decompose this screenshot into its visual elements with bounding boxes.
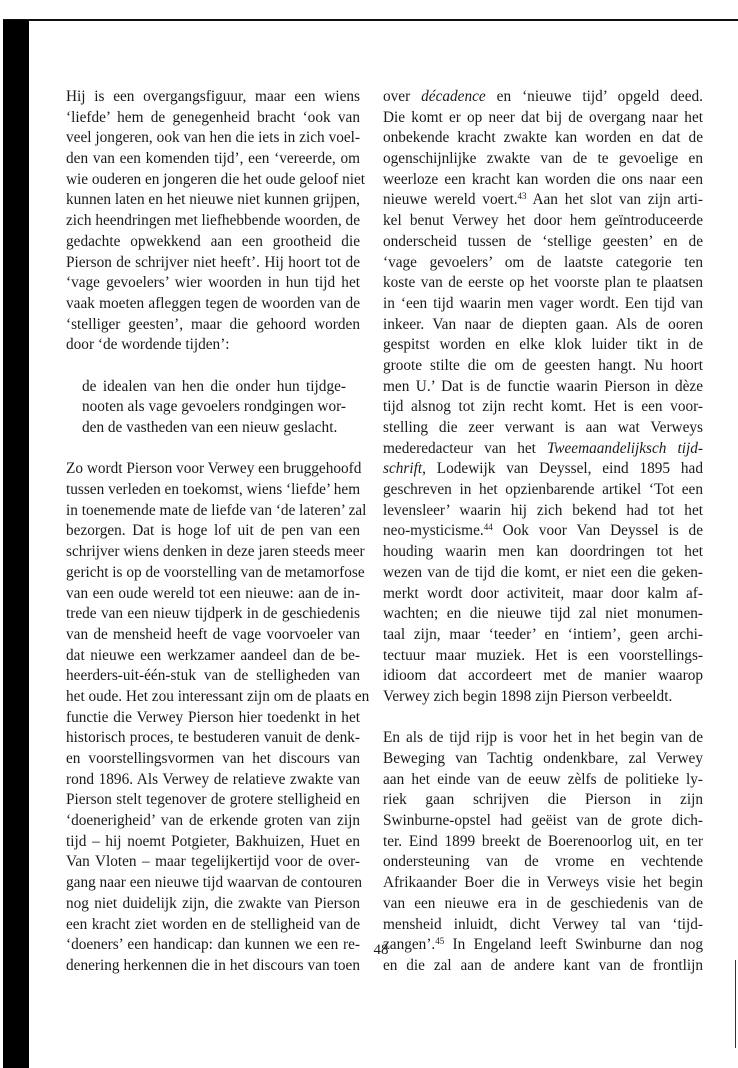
text-run: gespitst worden en elke klok luider tikt in de bbox=[383, 336, 703, 354]
text-line bbox=[66, 521, 360, 542]
text-run: ogenschijnlijke zwakte van de te gevoelige en bbox=[383, 150, 703, 168]
text-line bbox=[383, 563, 703, 584]
text-run: de idealen van hen die onder hun tijdge- bbox=[82, 377, 346, 395]
text-line bbox=[383, 832, 703, 853]
text-line bbox=[66, 708, 360, 729]
text-line bbox=[383, 335, 703, 356]
text-run: gedachte opwekkend aan een grootheid die bbox=[66, 232, 360, 250]
text-run: en voorstellingsvormen van het discours van bbox=[66, 750, 360, 767]
text-line bbox=[383, 915, 703, 936]
text-run: weerloze een kracht kan worden die ons naar een bbox=[383, 170, 703, 188]
text-line bbox=[66, 232, 360, 253]
text-run: Ook voor Van Deyssel is de bbox=[492, 522, 703, 540]
right-text-column bbox=[383, 87, 703, 997]
text-run: , Lodewijk van Deyssel, eind 1895 had bbox=[422, 460, 703, 478]
text-line bbox=[66, 253, 360, 274]
text-run: nooten als vage gevoelers rondgingen wor- bbox=[82, 398, 346, 416]
text-line bbox=[383, 418, 703, 439]
scan-left-edge-shadow bbox=[3, 20, 29, 1068]
text-line bbox=[383, 687, 703, 708]
text-line bbox=[66, 728, 360, 749]
text-line bbox=[383, 584, 703, 605]
paragraph bbox=[383, 87, 703, 708]
text-run: vaak moeten afleggen tegen de woorden van de bbox=[66, 294, 360, 312]
text-run: ‘doeners’ een handicap: dan kunnen we een re- bbox=[66, 936, 360, 954]
text-line bbox=[383, 604, 703, 625]
text-line bbox=[383, 811, 703, 832]
text-line bbox=[383, 128, 703, 149]
text-run: stelling die zeer verwant is aan wat Verweys bbox=[383, 419, 703, 436]
text-run: kunnen laten en het nieuwe niet kunnen grijpen, bbox=[66, 191, 360, 209]
text-line bbox=[66, 563, 365, 584]
text-line bbox=[66, 915, 360, 936]
text-run: ‘doenerigheid’ van de erkende groten van zijn bbox=[66, 812, 360, 830]
text-run: koste van de eerste op het voorste plan te plaatsen bbox=[383, 274, 703, 292]
text-line bbox=[66, 211, 360, 232]
text-run: een kracht ziet worden en de stelligheid van de bbox=[66, 915, 360, 933]
text-line bbox=[66, 273, 360, 294]
text-line bbox=[66, 604, 360, 625]
text-run: veel jongeren, ook van hen die iets in zich voel- bbox=[66, 129, 360, 147]
text-line bbox=[383, 294, 703, 315]
text-run: in toenemende mate de liefde van ‘de lateren’ zal bbox=[66, 501, 367, 519]
text-run: heerders-uit-één-stuk van de stelligheden van bbox=[66, 667, 360, 685]
text-run: ‘vage gevoelers’ wier woorden in hun tijd het bbox=[66, 274, 360, 292]
text-line bbox=[383, 480, 703, 501]
text-line bbox=[383, 211, 703, 232]
text-run: ‘liefde’ hem de genegenheid bracht ‘ook van bbox=[66, 108, 360, 126]
text-run: geschreven in het opzienbarende artikel ‘Tot een bbox=[383, 481, 703, 499]
text-run: Van Vloten – maar tegelijkertijd voor de over- bbox=[66, 853, 360, 871]
text-line bbox=[383, 873, 703, 894]
text-run: kel benut Verwey het door hem geïntroduceerde bbox=[383, 212, 703, 230]
text-line bbox=[383, 542, 703, 563]
text-run: merkt wordt door activiteit, maar door kalm af- bbox=[383, 584, 703, 602]
text-line bbox=[66, 687, 370, 708]
text-line bbox=[383, 273, 703, 294]
text-line bbox=[66, 894, 360, 915]
text-run: levensleer’ waarin hij zich bekend had tot het bbox=[383, 501, 703, 519]
text-run: door ‘de wordende tijden’: bbox=[66, 336, 230, 354]
text-run: in ‘een tijd waarin men vager wordt. Een tijd van bbox=[383, 294, 703, 312]
text-run: mensheid inluidt, dicht Verwey tal van ‘tijd- bbox=[383, 915, 703, 933]
text-run: inkeer. Van naar de diepten gaan. Als de ooren bbox=[383, 315, 703, 333]
text-line bbox=[383, 459, 703, 480]
text-line bbox=[66, 170, 366, 191]
text-line bbox=[66, 315, 360, 336]
text-line bbox=[383, 770, 703, 791]
text-line bbox=[66, 811, 360, 832]
scan-top-edge-rule bbox=[3, 19, 738, 21]
text-run: wezen van de tijd die komt, er niet een die geken- bbox=[383, 563, 703, 581]
italic-text: décadence bbox=[421, 88, 486, 105]
text-run: historisch proces, te bestuderen vanuit de denk- bbox=[66, 729, 360, 747]
text-line bbox=[66, 770, 360, 791]
italic-text: schrift bbox=[383, 460, 423, 478]
paragraph bbox=[66, 459, 370, 976]
text-line bbox=[82, 377, 346, 398]
text-run: onbekende kracht zwakte kan worden en dat de bbox=[383, 129, 703, 147]
text-run: van de mensheid heeft de vage voorvoeler van bbox=[66, 625, 360, 643]
text-run: trede van een nieuw tijdperk in de geschiedenis bbox=[66, 605, 360, 623]
text-line bbox=[383, 377, 703, 398]
text-run: Pierson de schrijver niet heeft’. Hij hoort tot de bbox=[66, 253, 360, 271]
text-run: riek gaan schrijven die Pierson in zijn bbox=[383, 791, 703, 809]
page-number: 48 bbox=[373, 942, 389, 958]
text-line bbox=[66, 190, 360, 211]
text-run: onderscheid tussen de ‘stellige geesten’ en de bbox=[383, 232, 703, 250]
text-run: Die komt er op neer dat bij de overgang naar het bbox=[383, 108, 703, 126]
text-run: Zo wordt Pierson voor Verwey een bruggehoofd bbox=[66, 460, 362, 478]
italic-text: Tweemaandelijksch tijd- bbox=[546, 439, 703, 457]
text-line bbox=[383, 108, 703, 129]
footnote-reference: 43 bbox=[517, 191, 527, 202]
text-run: Pierson stelt tegenover de grotere stelligheid en bbox=[66, 791, 360, 809]
footnote-reference: 45 bbox=[435, 936, 445, 947]
text-line bbox=[66, 459, 360, 480]
text-line bbox=[383, 728, 703, 749]
text-line bbox=[383, 625, 703, 646]
text-run: ‘stelliger geesten’, maar die gehoord worden bbox=[66, 315, 360, 333]
text-line bbox=[66, 149, 360, 170]
text-run: En als de tijd rijp is voor het in het begin van de bbox=[383, 729, 703, 747]
text-run: ‘vage gevoelers’ om de laatste categorie ten bbox=[383, 253, 703, 271]
text-run: het oude. Het zou interessant zijn om de plaats en bbox=[66, 687, 370, 705]
text-run: tussen verleden en toekomst, wiens ‘liefde’ hem bbox=[66, 481, 361, 499]
text-line bbox=[66, 584, 360, 605]
text-run: zich heendringen met liefhebbende woorden, de bbox=[66, 212, 360, 230]
text-run: aan het einde van de eeuw zèlfs de politieke ly- bbox=[383, 770, 703, 788]
text-line bbox=[66, 128, 360, 149]
text-run: rond 1896. Als Verwey de relatieve zwakte van bbox=[66, 770, 360, 788]
block-quote bbox=[82, 377, 346, 439]
text-run: nog niet duidelijk zijn, die zwakte van Pierson bbox=[66, 894, 360, 912]
text-run: den van een komenden tijd’, een ‘vereerde, om bbox=[66, 150, 360, 168]
text-line bbox=[66, 852, 360, 873]
text-run: groote stilte die om de geesten hangt. Nu hoort bbox=[383, 356, 703, 374]
text-run: Aan het slot van zijn arti- bbox=[526, 191, 703, 209]
text-run: bezorgen. Dat is hoge lof uit de pen van een bbox=[66, 522, 360, 540]
text-run: Beweging van Tachtig ondenkbare, zal Verwey bbox=[383, 750, 703, 767]
text-line bbox=[66, 542, 365, 563]
left-text-column bbox=[66, 87, 370, 997]
paragraph bbox=[66, 87, 366, 356]
text-line bbox=[66, 501, 367, 522]
text-run: In Engeland leeft Swinburne dan nog bbox=[444, 936, 703, 954]
text-run: Afrikaander Boer die in Verweys visie het begin bbox=[383, 874, 703, 892]
text-run: Verwey zich begin 1898 zijn Pierson verbeeldt. bbox=[383, 687, 673, 705]
text-run: men U.’ Dat is de functie waarin Pierson in dèze bbox=[383, 377, 703, 395]
text-line bbox=[66, 790, 360, 811]
text-line bbox=[383, 852, 703, 873]
text-run: houding waarin men kan doordringen tot het bbox=[383, 543, 703, 561]
text-run: tectuur maar muziek. Het is een voorstellings- bbox=[383, 646, 703, 664]
text-run: gang naar een nieuwe tijd waarvan de contouren bbox=[66, 874, 363, 892]
text-line bbox=[383, 87, 703, 108]
text-line bbox=[383, 521, 703, 542]
text-run: wie ouderen en jongeren die het oude geloof niet bbox=[66, 170, 366, 188]
text-run: Swinburne-opstel had geëist van de grote dich- bbox=[383, 812, 703, 830]
text-run: den de vastheden van een nieuw geslacht. bbox=[82, 419, 338, 436]
text-line bbox=[66, 749, 360, 770]
text-line bbox=[383, 439, 703, 460]
text-line bbox=[383, 253, 703, 274]
text-run: van een oude wereld tot een nieuwe: aan de in- bbox=[66, 584, 360, 602]
text-line bbox=[66, 294, 360, 315]
text-run: Hij is een overgangsfiguur, maar een wiens bbox=[66, 88, 360, 105]
text-run: en die zal aan de andere kant van de frontlijn bbox=[383, 956, 703, 974]
text-line bbox=[383, 646, 703, 667]
text-line bbox=[383, 501, 703, 522]
text-run: taal zijn, maar ‘teeder’ en ‘intiem’, geen archi- bbox=[383, 625, 703, 643]
text-run: zangen’. bbox=[383, 936, 436, 954]
footnote-reference: 44 bbox=[483, 522, 493, 533]
text-run: tijd alsnog tot zijn recht komt. Het is een voor- bbox=[383, 398, 703, 416]
scan-right-edge-rule bbox=[735, 960, 736, 1048]
text-line bbox=[66, 646, 360, 667]
text-run: neo-mysticisme. bbox=[383, 522, 484, 540]
text-line bbox=[383, 190, 703, 211]
text-run: tijd – hij noemt Potgieter, Bakhuizen, Huet en bbox=[66, 832, 360, 850]
text-line bbox=[66, 335, 360, 356]
text-line bbox=[66, 625, 360, 646]
text-line bbox=[383, 666, 703, 687]
text-line bbox=[66, 832, 360, 853]
text-line bbox=[66, 873, 363, 894]
text-line bbox=[383, 790, 703, 811]
text-line bbox=[383, 315, 703, 336]
text-line bbox=[82, 418, 346, 439]
text-run: gericht is op de voorstelling van de metamorfose bbox=[66, 563, 365, 581]
text-line bbox=[383, 397, 703, 418]
text-run: ondersteuning van de vrome en vechtende bbox=[383, 853, 703, 871]
text-line bbox=[383, 894, 703, 915]
text-run: over bbox=[383, 88, 422, 105]
text-run: functie die Verwey Pierson hier toedenkt in het bbox=[66, 708, 360, 726]
text-line bbox=[383, 149, 703, 170]
text-line bbox=[82, 397, 346, 418]
text-run: wachten; en die nieuwe tijd zal niet monumen- bbox=[383, 605, 703, 623]
text-run: nieuwe wereld voert. bbox=[383, 191, 518, 209]
text-run: ter. Eind 1899 breekt de Boerenoorlog uit, en ter bbox=[383, 832, 703, 850]
text-run: dat nieuwe een werkzamer aandeel dan de be- bbox=[66, 646, 360, 664]
text-line bbox=[66, 87, 360, 108]
text-run: schrijver wiens denken in deze jaren steeds meer bbox=[66, 543, 365, 561]
text-run: mederedacteur van het bbox=[383, 439, 547, 457]
text-line bbox=[66, 480, 360, 501]
paragraph bbox=[383, 728, 703, 976]
text-line bbox=[66, 108, 360, 129]
text-run: denering herkennen die in het discours van toen bbox=[66, 956, 360, 974]
text-line bbox=[383, 749, 703, 770]
text-run: idioom dat accordeert met de manier waarop bbox=[383, 667, 703, 685]
text-run: van een nieuwe era in de geschiedenis van de bbox=[383, 894, 703, 912]
text-run: en ‘nieuwe tijd’ opgeld deed. bbox=[485, 88, 703, 105]
text-line bbox=[66, 666, 360, 687]
text-line bbox=[383, 232, 703, 253]
text-line bbox=[383, 356, 703, 377]
text-line bbox=[383, 170, 703, 191]
